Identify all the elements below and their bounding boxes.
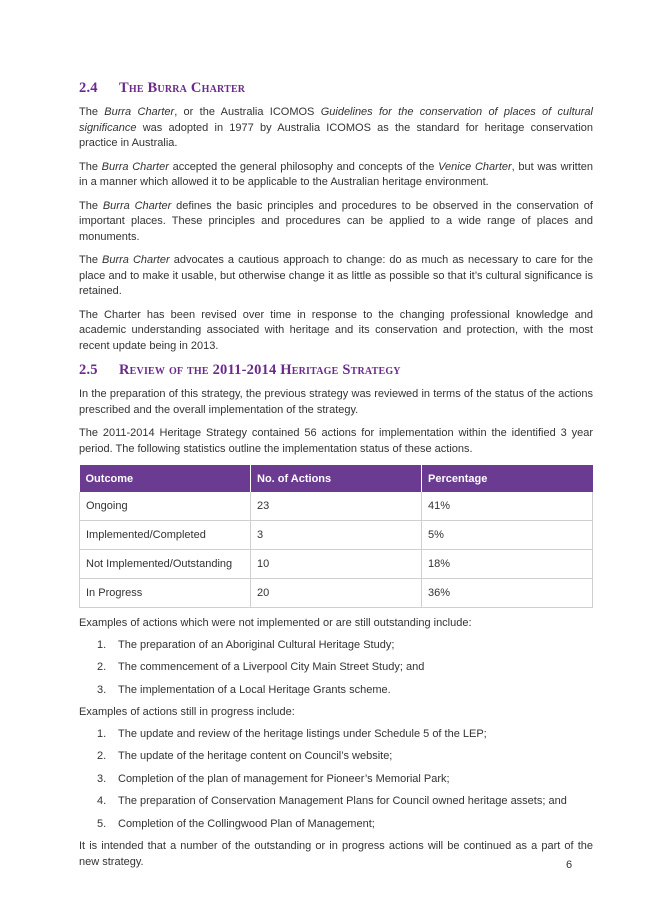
implementation-status-table bbox=[79, 465, 593, 608]
page-number: 6 bbox=[566, 859, 573, 871]
section-heading-2-4 bbox=[79, 80, 593, 97]
table-row bbox=[80, 492, 593, 521]
italic-run: Burra Charter bbox=[101, 160, 169, 173]
italic-run: Burra Charter bbox=[102, 254, 170, 266]
list-number: 1. bbox=[97, 727, 107, 740]
list-item bbox=[79, 638, 593, 654]
section-number: 2.5 bbox=[79, 362, 98, 378]
table-cell: Implemented/Completed bbox=[80, 521, 251, 550]
table-row bbox=[80, 550, 593, 579]
paragraph: The Charter has been revised over time in response to the changing professional knowledge and academic understanding associated with heritage and its conservation and protection, with the most recent update being in 2013. bbox=[79, 308, 593, 352]
list-item bbox=[79, 683, 593, 699]
table-cell: 5% bbox=[422, 521, 593, 550]
section-heading-2-5 bbox=[79, 362, 593, 379]
table-cell: 41% bbox=[422, 492, 593, 521]
list-number: 2. bbox=[97, 661, 107, 673]
text-run: The bbox=[79, 106, 105, 118]
table-cell: 3 bbox=[251, 521, 422, 550]
text-run: advocates a cautious approach to change: do as much as necessary to care for the place and to make it usable, but otherwise change it as little as possible so that it’s cultural significance is retained. bbox=[79, 254, 594, 297]
list-text: The preparation of an Aboriginal Cultural Heritage Study; bbox=[118, 638, 395, 651]
column-header-outcome: Outcome bbox=[80, 465, 251, 492]
table-cell: Ongoing bbox=[80, 492, 251, 521]
text-run: accepted the general philosophy and concepts of the bbox=[168, 160, 439, 173]
list-text: The preparation of Conservation Management Plans for Council owned heritage assets; and bbox=[118, 795, 567, 807]
text-run: The bbox=[79, 199, 103, 212]
list-number: 5. bbox=[97, 817, 107, 830]
table-cell: 20 bbox=[251, 579, 422, 608]
list-text: The implementation of a Local Heritage Grants scheme. bbox=[118, 683, 391, 696]
text-run: The bbox=[79, 254, 103, 266]
italic-run: Venice Charter bbox=[438, 160, 512, 173]
text-run: , or the Australia ICOMOS bbox=[174, 106, 321, 118]
paragraph bbox=[79, 199, 593, 246]
section-number: 2.4 bbox=[79, 80, 98, 96]
numbered-list-in-progress bbox=[79, 727, 593, 833]
section-title: Review of the 2011-2014 Heritage Strategy bbox=[119, 362, 401, 378]
italic-run: Burra Charter bbox=[102, 199, 172, 212]
list-text: Completion of the Collingwood Plan of Management; bbox=[118, 817, 375, 830]
table-header-row bbox=[80, 465, 593, 492]
list-number: 3. bbox=[97, 772, 107, 785]
table-row bbox=[80, 579, 593, 608]
list-text: Completion of the plan of management for Pioneer’s Memorial Park; bbox=[118, 772, 450, 785]
table-row bbox=[80, 521, 593, 550]
table-cell: Not Implemented/Outstanding bbox=[80, 550, 251, 579]
table-cell: 10 bbox=[251, 550, 422, 579]
table-cell: 23 bbox=[251, 492, 422, 521]
list-item bbox=[79, 660, 593, 676]
italic-run: Guidelines for the conservation of places of cultural significance bbox=[79, 106, 593, 134]
list-item bbox=[79, 727, 593, 743]
italic-run: Burra Charter bbox=[104, 106, 175, 118]
paragraph: The 2011-2014 Heritage Strategy contained 56 actions for implementation within the identified 3 year period. The following statistics outline the implementation status of these actions. bbox=[79, 427, 593, 455]
table-cell: 18% bbox=[422, 550, 593, 579]
list-item bbox=[79, 794, 593, 810]
column-header-percentage: Percentage bbox=[422, 465, 593, 492]
section-title: The Burra Charter bbox=[119, 80, 246, 96]
text-run: defines the basic principles and procedures to be observed in the conservation of important places. These principles and procedures can be applied to a wide range of places and monuments. bbox=[79, 199, 593, 243]
paragraph bbox=[79, 105, 593, 152]
paragraph bbox=[79, 160, 593, 191]
list-number: 3. bbox=[97, 683, 107, 696]
page-content bbox=[79, 80, 593, 878]
list-text: The update of the heritage content on Council’s website; bbox=[118, 750, 393, 762]
table-cell: In Progress bbox=[80, 579, 251, 608]
list-intro: Examples of actions which were not implemented or are still outstanding include: bbox=[79, 617, 472, 629]
list-text: The commencement of a Liverpool City Main Street Study; and bbox=[118, 661, 425, 673]
list-number: 2. bbox=[97, 750, 107, 762]
list-intro: Examples of actions still in progress include: bbox=[79, 706, 295, 718]
list-text: The update and review of the heritage listings under Schedule 5 of the LEP; bbox=[118, 727, 487, 740]
list-item bbox=[79, 817, 593, 833]
list-number: 4. bbox=[97, 795, 107, 807]
column-header-actions: No. of Actions bbox=[251, 465, 422, 492]
list-number: 1. bbox=[97, 638, 107, 651]
paragraph bbox=[79, 253, 593, 300]
text-run: , but was written in a manner which allowed it to be applicable to the Australian heritage environment. bbox=[79, 160, 594, 188]
paragraph: In the preparation of this strategy, the previous strategy was reviewed in terms of the status of the actions prescribed and the overall implementation of the strategy. bbox=[79, 388, 593, 416]
list-item bbox=[79, 749, 593, 765]
numbered-list-outstanding bbox=[79, 638, 593, 699]
text-run: The bbox=[79, 160, 102, 173]
text-run: was adopted in 1977 by Australia ICOMOS as the standard for heritage conservation practice in Australia. bbox=[79, 121, 593, 149]
list-item bbox=[79, 772, 593, 788]
paragraph: It is intended that a number of the outstanding or in progress actions will be continued as a part of the new strategy. bbox=[79, 840, 593, 868]
table-cell: 36% bbox=[422, 579, 593, 608]
